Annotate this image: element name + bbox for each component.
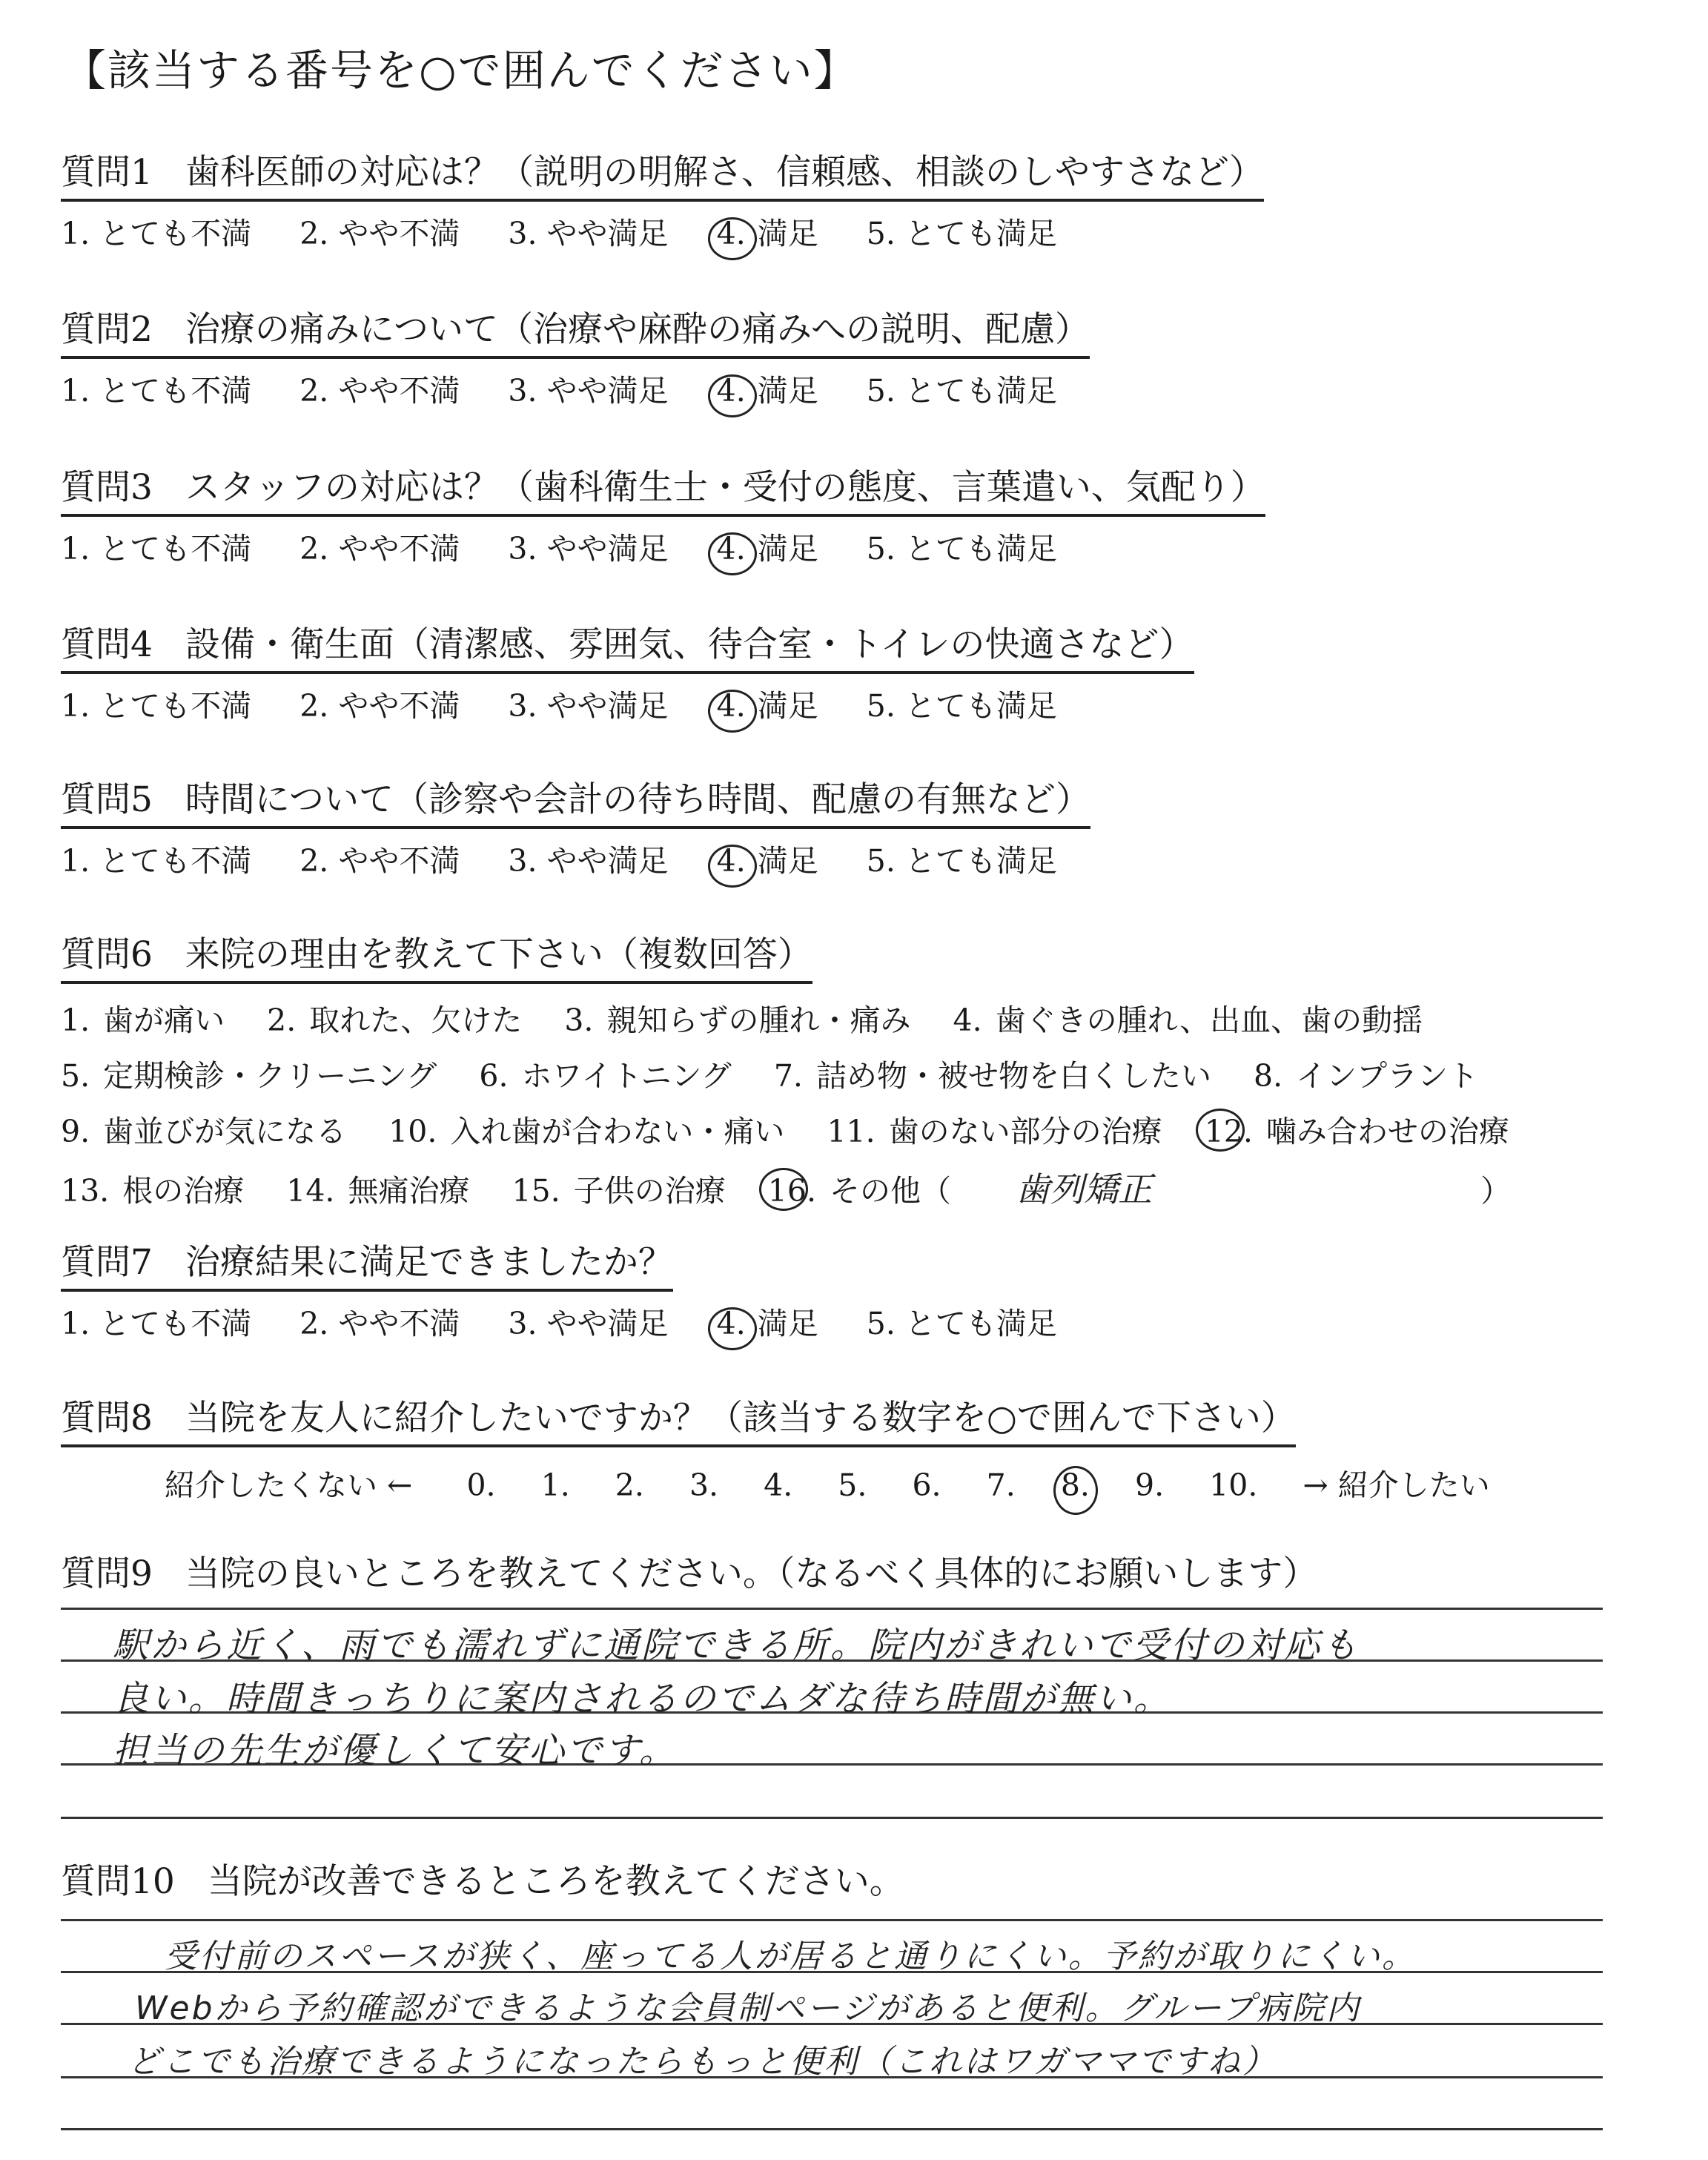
- option-4-label: 満足: [757, 531, 818, 567]
- option-5[interactable]: 5. とても満足: [866, 1306, 1057, 1341]
- scale-value[interactable]: 4.: [764, 1467, 793, 1503]
- q10-answer-line-2: Webから予約確認ができるような会員制ページがあると便利。グループ病院内: [135, 1989, 1362, 2027]
- close-paren: ）: [1480, 1173, 1512, 1209]
- reason-option[interactable]: 2. 取れた、欠けた: [267, 1003, 523, 1038]
- reason-row: [61, 1163, 1542, 1212]
- scale-value[interactable]: 7.: [986, 1467, 1016, 1503]
- reason-option[interactable]: 14. 無痛治療: [286, 1173, 470, 1209]
- option-5[interactable]: 5. とても満足: [866, 216, 1057, 251]
- question-title: 質問5 時間について（診察や会計の待ち時間、配慮の有無など）: [61, 772, 1090, 829]
- question-3: [61, 460, 1265, 568]
- reason-option[interactable]: 1. 歯が痛い: [61, 1003, 225, 1038]
- option-1[interactable]: 1. とても不満: [61, 1306, 252, 1341]
- question-6: [61, 927, 1542, 1212]
- reason-option-circled[interactable]: 12. 噛み合わせの治療: [1205, 1107, 1509, 1151]
- q10-answer-line-3: どこでも治療できるようになったらもっと便利（これはワガママですね）: [128, 2043, 1277, 2081]
- answer-line: [61, 2128, 1603, 2130]
- option-3[interactable]: 3. やや満足: [508, 843, 669, 879]
- recommend-scale: [165, 1461, 1526, 1505]
- question-title: 質問9 当院の良いところを教えてください。（なるべく具体的にお願いします）: [61, 1553, 1318, 1594]
- reason-option[interactable]: 11. 歯のない部分の治療: [827, 1114, 1162, 1149]
- option-4-circled[interactable]: 4.: [716, 373, 746, 409]
- reason-option[interactable]: 5. 定期検診・クリーニング: [61, 1058, 437, 1094]
- scale-value[interactable]: 5.: [838, 1467, 867, 1503]
- scale-value[interactable]: 9.: [1134, 1467, 1165, 1503]
- scale-value[interactable]: 1.: [540, 1467, 570, 1503]
- option-4-circled[interactable]: 4.: [716, 531, 746, 567]
- question-title: 質問6 来院の理由を教えて下さい（複数回答）: [61, 927, 812, 984]
- option-1[interactable]: 1. とても不満: [61, 373, 252, 409]
- reason-option[interactable]: 15. 子供の治療: [512, 1173, 726, 1209]
- option-3[interactable]: 3. やや満足: [508, 373, 669, 409]
- option-3[interactable]: 3. やや満足: [508, 216, 669, 251]
- scale-value[interactable]: 10.: [1209, 1467, 1258, 1503]
- option-3[interactable]: 3. やや満足: [508, 531, 669, 567]
- option-1[interactable]: 1. とても不満: [61, 843, 252, 879]
- option-4-label: 満足: [757, 216, 818, 251]
- scale-value[interactable]: 3.: [689, 1467, 719, 1503]
- scale-right-label: → 紹介したい: [1302, 1467, 1490, 1503]
- q9-answer-area[interactable]: [61, 1608, 1603, 1830]
- answer-options: [61, 681, 1194, 725]
- option-4-label: 満足: [757, 1306, 818, 1341]
- option-2[interactable]: 2. やや不満: [299, 531, 460, 567]
- answer-line: [61, 1919, 1603, 1921]
- reason-option[interactable]: 13. 根の治療: [61, 1173, 245, 1209]
- option-4-circled[interactable]: 4.: [716, 843, 746, 879]
- answer-line: [61, 1608, 1603, 1610]
- reason-option[interactable]: 6. ホワイトニング: [479, 1058, 732, 1094]
- reason-row: [61, 1051, 1542, 1095]
- option-2[interactable]: 2. やや不満: [299, 1306, 460, 1341]
- scale-value[interactable]: 6.: [912, 1467, 941, 1503]
- scale-value[interactable]: 2.: [615, 1467, 644, 1503]
- option-3[interactable]: 3. やや満足: [508, 688, 669, 724]
- reason-option-other-circled[interactable]: 16. その他（: [768, 1166, 951, 1210]
- reason-option[interactable]: 9. 歯並びが気になる: [61, 1114, 347, 1149]
- answer-options: [61, 836, 1096, 880]
- answer-line: [61, 1817, 1603, 1819]
- option-2[interactable]: 2. やや不満: [299, 688, 460, 724]
- option-4-label: 満足: [757, 688, 818, 724]
- scale-value[interactable]: 0.: [466, 1467, 496, 1503]
- option-2[interactable]: 2. やや不満: [299, 373, 460, 409]
- option-5[interactable]: 5. とても満足: [866, 843, 1057, 879]
- question-title: 質問8 当院を友人に紹介したいですか？（該当する数字を○で囲んで下さい）: [61, 1390, 1296, 1447]
- option-1[interactable]: 1. とても不満: [61, 216, 252, 251]
- option-1[interactable]: 1. とても不満: [61, 688, 252, 724]
- answer-options: [61, 209, 1264, 253]
- answer-options: [61, 366, 1096, 410]
- question-title: 質問2 治療の痛みについて（治療や麻酔の痛みへの説明、配慮）: [61, 302, 1090, 359]
- question-title: 質問10 当院が改善できるところを教えてください。: [61, 1861, 904, 1902]
- scale-value-circled[interactable]: 8.: [1060, 1467, 1090, 1503]
- question-1: [61, 145, 1264, 253]
- question-5: [61, 772, 1096, 880]
- answer-options: [61, 524, 1265, 568]
- option-2[interactable]: 2. やや不満: [299, 843, 460, 879]
- q9-answer-line-2: 良い。時間きっちりに案内されるのでムダな待ち時間が無い。: [113, 1678, 1172, 1720]
- question-title: 質問1 歯科医師の対応は？（説明の明解さ、信頼感、相談のしやすさなど）: [61, 145, 1264, 202]
- option-3[interactable]: 3. やや満足: [508, 1306, 669, 1341]
- other-answer-handwritten: 歯列矯正: [1016, 1169, 1153, 1209]
- question-title: 質問4 設備・衛生面（清潔感、雰囲気、待合室・トイレの快適さなど）: [61, 617, 1194, 674]
- option-4-circled[interactable]: 4.: [716, 1306, 746, 1341]
- option-5[interactable]: 5. とても満足: [866, 373, 1057, 409]
- question-2: [61, 302, 1096, 410]
- option-4-label: 満足: [757, 373, 818, 409]
- reason-option[interactable]: 4. 歯ぐきの腫れ、出血、歯の動揺: [953, 1003, 1423, 1038]
- question-9: [61, 1546, 1317, 1596]
- page-header: 【該当する番号を○で囲んでください】: [63, 45, 858, 96]
- reason-option[interactable]: 3. 親知らずの腫れ・痛み: [564, 1003, 911, 1038]
- option-2[interactable]: 2. やや不満: [299, 216, 460, 251]
- answer-options: [61, 1299, 1096, 1343]
- reason-row: [61, 1107, 1542, 1151]
- scale-left-label: 紹介したくない ←: [165, 1467, 413, 1503]
- q9-answer-line-3: 担当の先生が優しくて安心です。: [113, 1730, 678, 1771]
- question-8: [61, 1390, 1526, 1505]
- option-1[interactable]: 1. とても不満: [61, 531, 252, 567]
- question-10: [61, 1854, 904, 1903]
- question-4: [61, 617, 1194, 725]
- q9-answer-line-1: 駅から近く、雨でも濡れずに通院できる所。院内がきれいで受付の対応も: [113, 1625, 1360, 1666]
- question-title: 質問3 スタッフの対応は？（歯科衛生士・受付の態度、言葉遣い、気配り）: [61, 460, 1265, 517]
- q10-answer-area[interactable]: [61, 1919, 1603, 2156]
- question-title: 質問7 治療結果に満足できましたか？: [61, 1235, 673, 1292]
- option-5[interactable]: 5. とても満足: [866, 688, 1057, 724]
- option-4-circled[interactable]: 4.: [716, 216, 746, 251]
- reason-option[interactable]: 8. インプラント: [1254, 1058, 1479, 1094]
- option-4-circled[interactable]: 4.: [716, 688, 746, 724]
- reason-row: [61, 996, 1542, 1040]
- q10-answer-line-1: 受付前のスペースが狭く、座ってる人が居ると通りにくい。予約が取りにくい。: [165, 1938, 1417, 1975]
- reason-option[interactable]: 7. 詰め物・被せ物を白くしたい: [773, 1058, 1211, 1094]
- option-5[interactable]: 5. とても満足: [866, 531, 1057, 567]
- reason-option[interactable]: 10. 入れ歯が合わない・痛い: [388, 1114, 785, 1149]
- option-4-label: 満足: [757, 843, 818, 879]
- question-7: [61, 1235, 1096, 1343]
